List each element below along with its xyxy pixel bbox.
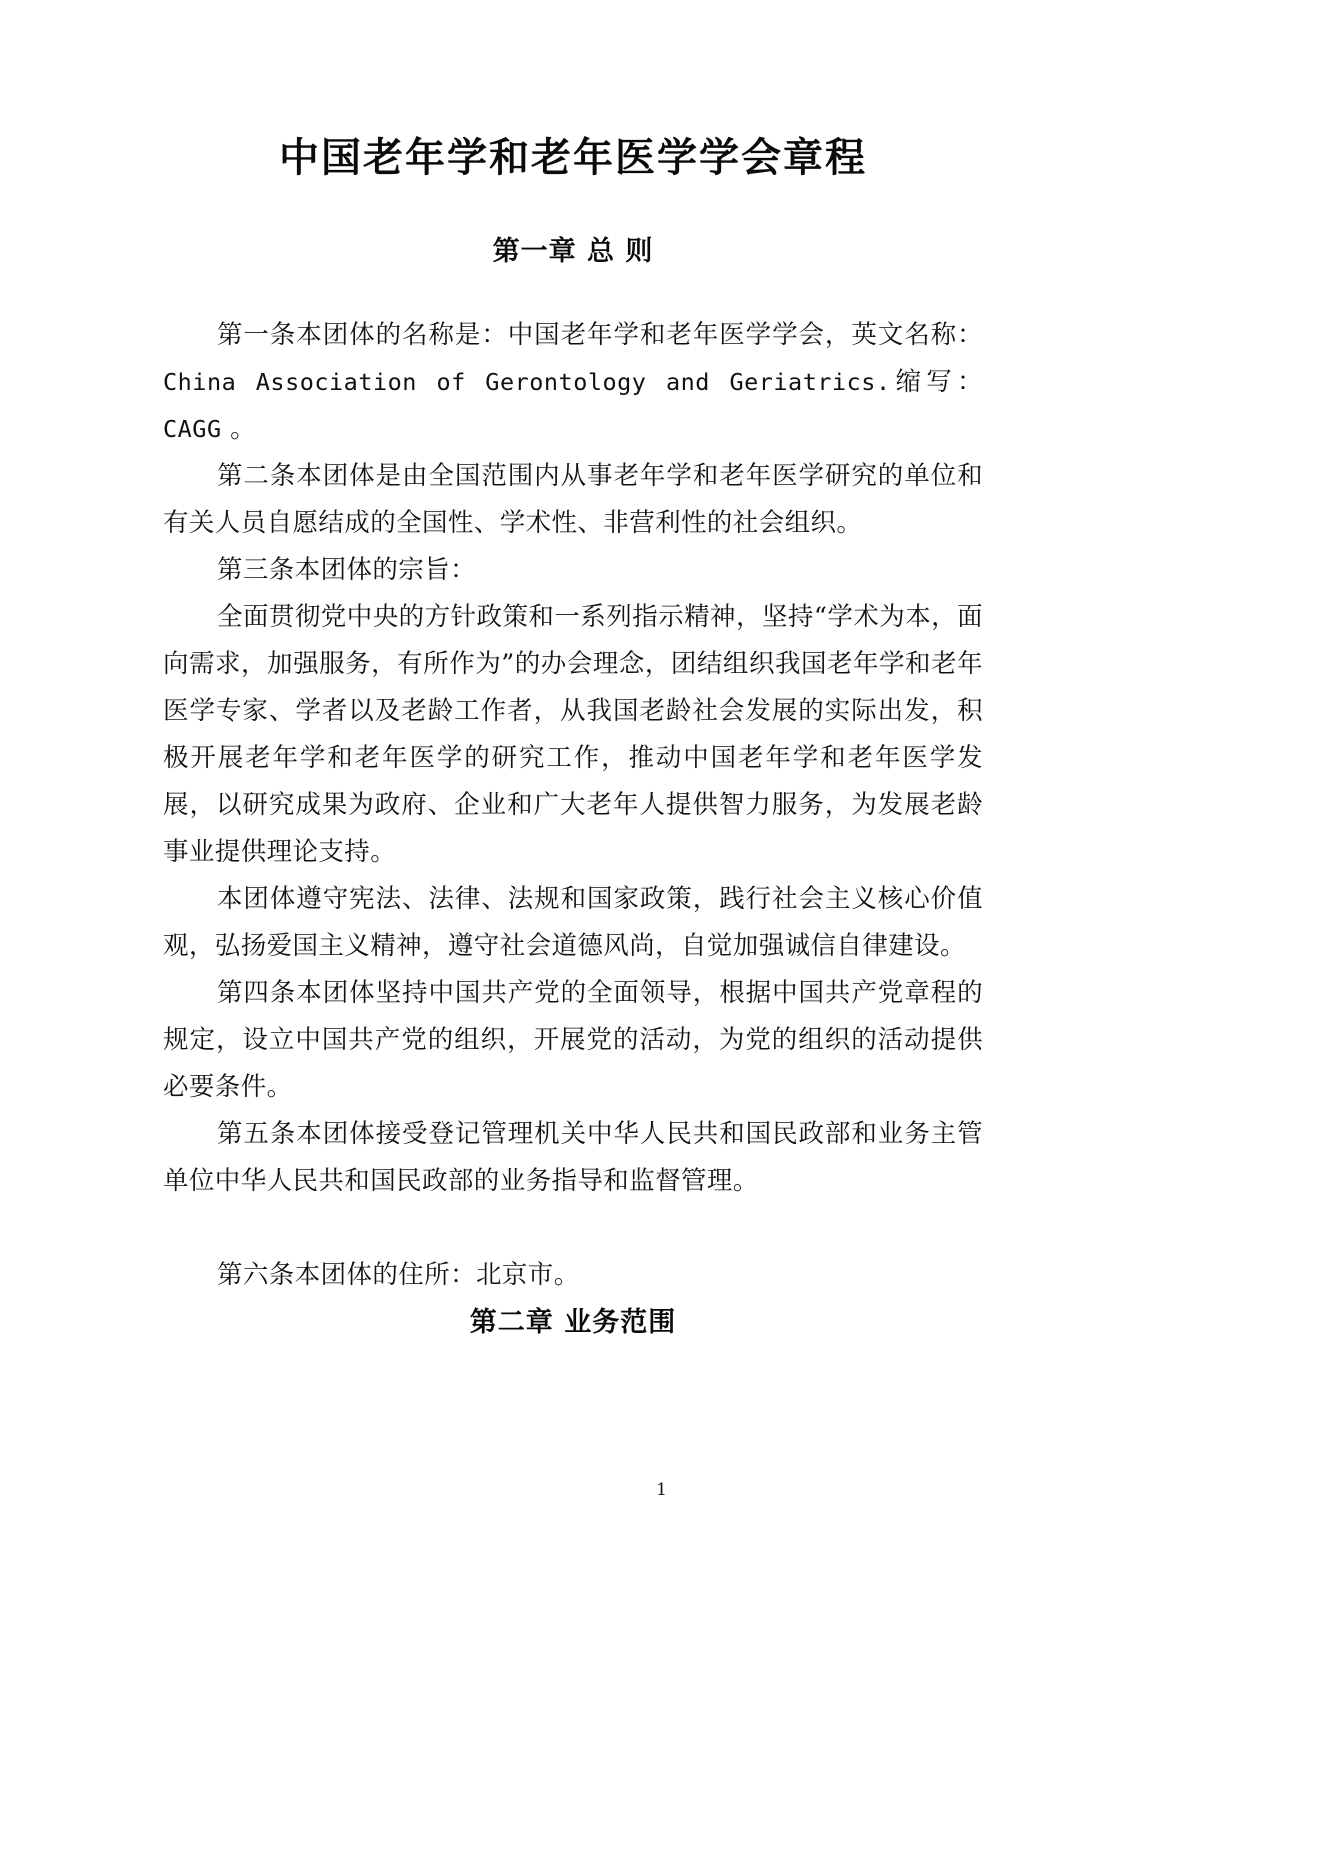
document-title: 中国老年学和老年医学学会章程 xyxy=(279,135,867,181)
paragraph-spacer xyxy=(163,1205,983,1252)
article-3-text: 本团体的宗旨： xyxy=(294,555,477,586)
article-6-label: 第六条 xyxy=(217,1260,295,1291)
article-1-label: 第一条 xyxy=(217,320,297,351)
article-5-label: 第五条 xyxy=(217,1119,297,1150)
article-4-text: 本团体坚持中国共产党的全面领导，根据中国共产党章程的规定，设立中国共产党的组织，开展党的活动，为党的组织的活动提供必要条件。 xyxy=(163,978,983,1103)
article-4-paragraph xyxy=(163,970,983,1111)
article-1-abbreviation: CAGG xyxy=(163,415,222,444)
article-5-text: 本团体接受登记管理机关中华人民共和国民政部和业务主管单位中华人民共和国民政部的业务指导和监督管理。 xyxy=(163,1119,983,1197)
article-1-latin-name: China Association of Gerontology and Geriatrics. xyxy=(163,368,891,397)
article-3-label: 第三条 xyxy=(217,555,295,586)
article-6-text: 本团体的住所：北京市。 xyxy=(294,1260,580,1291)
article-1-trailing: 。 xyxy=(221,414,256,445)
article-1-text-before-latin: 本团体的名称是：中国老年学和老年医学学会，英文名称： xyxy=(296,320,983,351)
article-6-paragraph xyxy=(163,1252,983,1299)
article-1-text-after-latin: 缩写： xyxy=(890,367,983,398)
article-4-label: 第四条 xyxy=(217,978,297,1009)
chapter-heading-1: 第一章 总 则 xyxy=(492,236,654,267)
page-number: 1 xyxy=(656,1480,667,1500)
document-body xyxy=(163,0,983,1342)
article-2-text: 本团体是由全国范围内从事老年学和老年医学研究的单位和有关人员自愿结成的全国性、学术性、非营利性的社会组织。 xyxy=(163,461,983,539)
chapter-heading-2: 第二章 业务范围 xyxy=(469,1307,677,1339)
article-3-body-2: 本团体遵守宪法、法律、法规和国家政策，践行社会主义核心价值观，弘扬爱国主义精神，遵守社会道德风尚，自觉加强诚信自律建设。 xyxy=(163,884,983,962)
article-1-paragraph xyxy=(163,312,983,453)
article-3-paragraph xyxy=(163,547,983,594)
article-5-paragraph xyxy=(163,1111,983,1205)
article-2-paragraph xyxy=(163,453,983,547)
article-3-body-1: 全面贯彻党中央的方针政策和一系列指示精神，坚持“学术为本，面向需求，加强服务，有所作为”的办会理念，团结组织我国老年学和老年医学专家、学者以及老龄工作者，从我国老龄社会发展的实际出发，积极开展老年学和老年医学的研究工作，推动中国老年学和老年医学发展，以研究成果为政府、企业和广大老年人提供智力服务，为发展老龄事业提供理论支持。 xyxy=(163,602,983,868)
article-2-label: 第二条 xyxy=(217,461,297,492)
